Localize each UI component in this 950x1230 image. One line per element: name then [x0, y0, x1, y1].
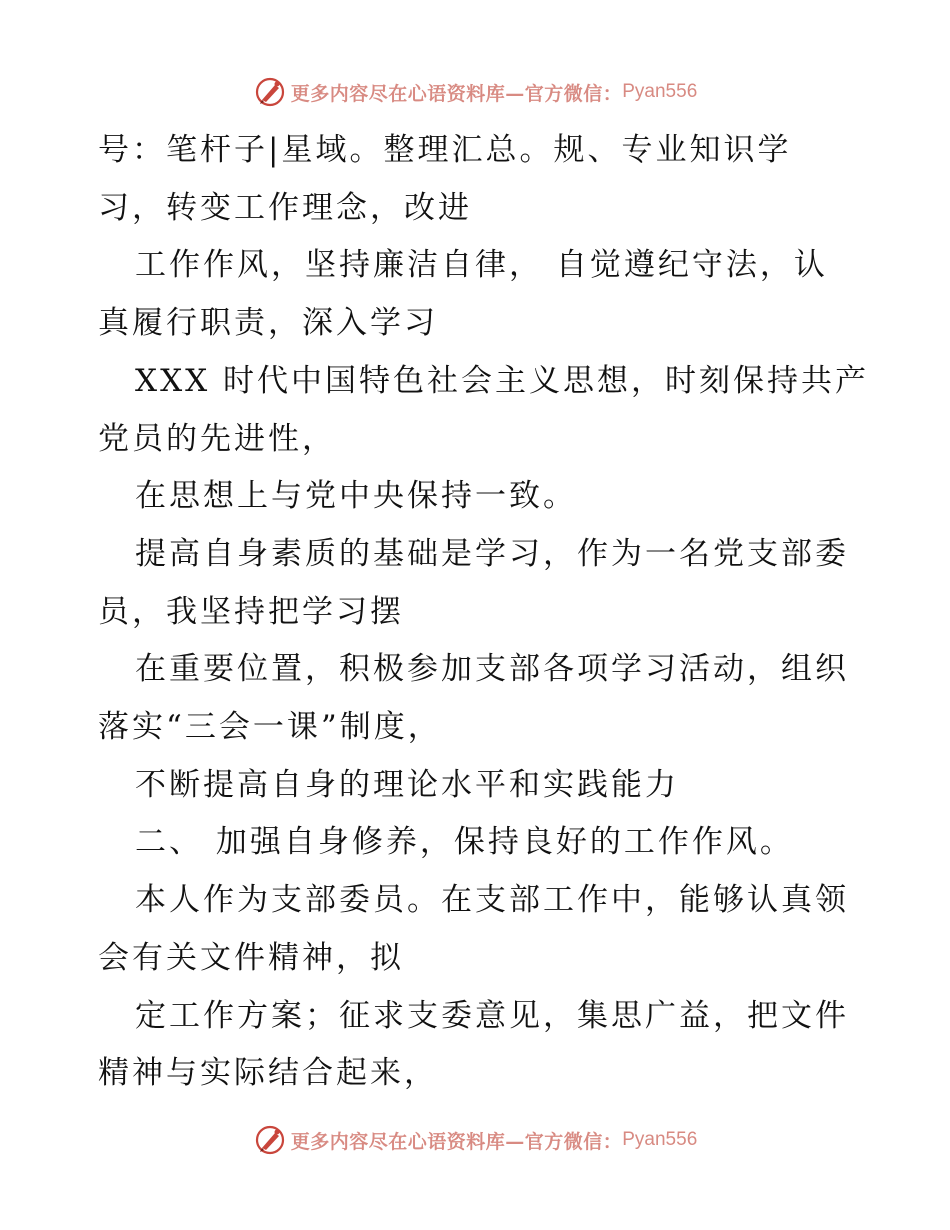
section-heading-two: 二、 加强自身修养，保持良好的工作作风。 [135, 824, 794, 861]
text-line-4: 真履行职责，深入学习 [98, 305, 438, 342]
watermark-handle: Pyan556 [622, 1129, 698, 1150]
watermark-text: 更多内容尽在心语资料库—官方微信： [290, 1130, 623, 1153]
text-line-1: 号：笔杆子|星域。整理汇总。规、专业知识学 [98, 132, 792, 168]
text-line-3: 工作作风，坚持廉洁自律， 自觉遵纪守法，认 [135, 247, 828, 284]
text-line-9: 员，我坚持把学习摆 [98, 593, 404, 630]
text-line-16: 定工作方案；征求支委意见，集思广益，把文件 [135, 997, 849, 1034]
pen-circle-logo-icon [253, 1123, 287, 1157]
document-body [98, 122, 868, 1103]
text-line-12: 不断提高自身的理论水平和实践能力 [135, 766, 679, 803]
text-line-11: 落实“三会一课”制度， [98, 709, 442, 746]
text-line-2: 习，转变工作理念，改进 [98, 189, 472, 226]
text-line-6: 党员的先进性， [98, 420, 336, 457]
text-line-10: 在重要位置，积极参加支部各项学习活动，组织 [135, 651, 849, 688]
text-line-5: XXX 时代中国特色社会主义思想，时刻保持共产 [135, 362, 870, 399]
footer-watermark [0, 1120, 950, 1160]
text-line-15: 会有关文件精神，拟 [98, 939, 404, 976]
text-line-8: 提高自身素质的基础是学习，作为一名党支部委 [135, 535, 849, 572]
watermark-handle: Pyan556 [622, 81, 698, 102]
text-line-7: 在思想上与党中央保持一致。 [135, 478, 577, 515]
header-watermark [0, 72, 950, 112]
text-line-14: 本人作为支部委员。在支部工作中，能够认真领 [135, 882, 849, 919]
text-line-17: 精神与实际结合起来， [98, 1055, 438, 1092]
watermark-text: 更多内容尽在心语资料库—官方微信： [290, 82, 623, 105]
pen-circle-logo-icon [253, 75, 287, 109]
